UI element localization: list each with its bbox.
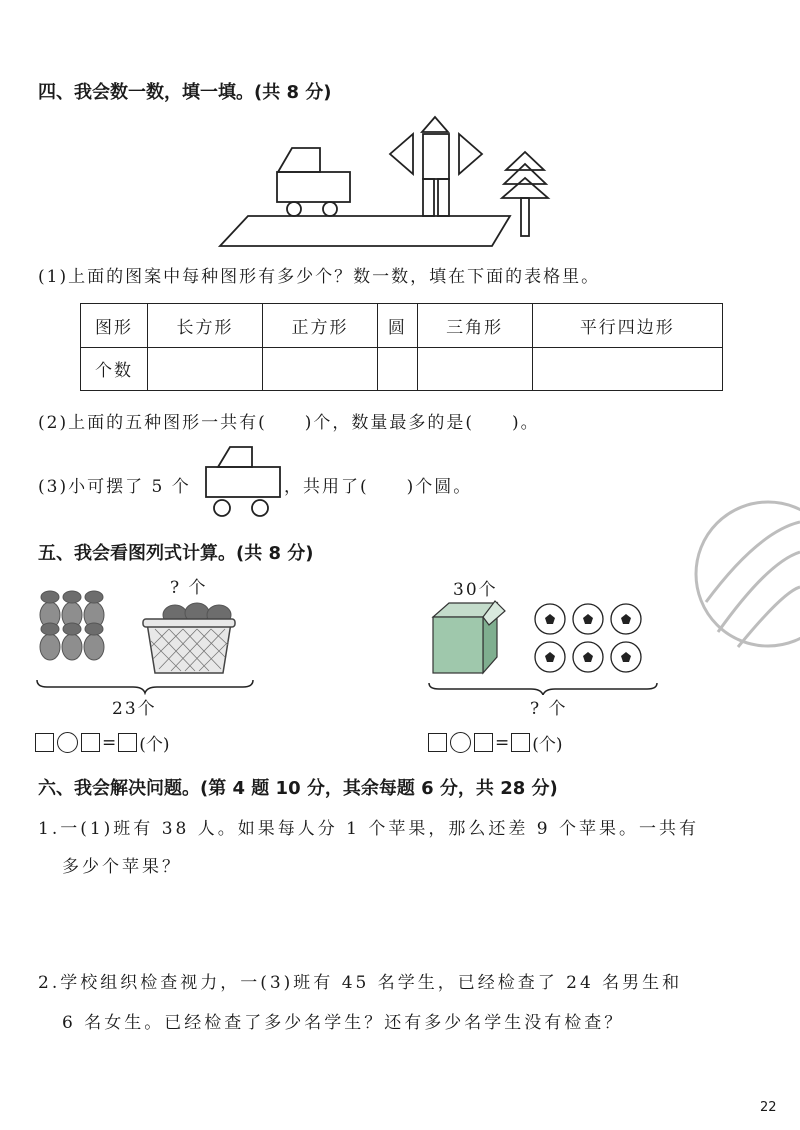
robot-left-arm-triangle <box>390 134 413 174</box>
shape-count-table <box>80 303 723 391</box>
right-question-label: ? 个 <box>530 699 568 719</box>
answer-cell[interactable] <box>263 347 378 391</box>
table-header-cell: 平行四边形 <box>532 304 722 348</box>
operator-circle[interactable] <box>57 732 78 753</box>
parallelogram-ground <box>220 216 510 246</box>
table-header-cell: 正方形 <box>263 304 378 348</box>
right-equation-row <box>428 730 563 755</box>
watermark-logo <box>688 492 800 682</box>
tree-triangle <box>506 152 544 170</box>
section4-q1: (1)上面的图案中每种图形有多少个？数一数，填在下面的表格里。 <box>38 267 601 287</box>
problem1-line2: 多少个苹果？ <box>62 857 182 877</box>
tree-triangle <box>502 178 548 198</box>
table-row-label: 个数 <box>81 347 148 391</box>
vegetable-icon <box>62 634 82 660</box>
right-known-label: 30个 <box>453 580 498 600</box>
tree-trunk <box>521 198 529 236</box>
section4-q3-after: ，共用了( )个圆。 <box>284 477 473 497</box>
answer-cell[interactable] <box>148 347 263 391</box>
answer-box[interactable] <box>81 733 100 752</box>
section4-q3-before: (3)小可摆了 5 个 <box>38 477 191 497</box>
answer-cell[interactable] <box>532 347 722 391</box>
problem2-line1: 2.学校组织检查视力，一(3)班有 45 名学生，已经检查了 24 名男生和 <box>38 973 683 993</box>
table-header-cell: 图形 <box>81 304 148 348</box>
small-truck-icon <box>200 445 284 521</box>
table-header-cell: 三角形 <box>417 304 532 348</box>
section4-heading: 四、我会数一数，填一填。(共 8 分) <box>38 82 332 103</box>
left-equation-row <box>35 730 170 755</box>
answer-box[interactable] <box>474 733 493 752</box>
box-balls-picture <box>425 595 665 695</box>
unit-label: (个) <box>139 735 170 755</box>
table-header-cell: 圆 <box>378 304 418 348</box>
truck-wheel <box>323 202 337 216</box>
answer-box[interactable] <box>35 733 54 752</box>
answer-box[interactable] <box>511 733 530 752</box>
truck-body <box>277 172 350 202</box>
left-total-label: 23个 <box>112 699 157 719</box>
truck-cab-trapezoid <box>278 148 320 172</box>
equals-sign: = <box>495 732 510 753</box>
robot-right-arm-triangle <box>459 134 482 174</box>
problem2-line2: 6 名女生。已经检查了多少名学生？还有多少名学生没有检查？ <box>62 1013 625 1033</box>
truck-wheel <box>287 202 301 216</box>
vegetable-icon <box>84 634 104 660</box>
robot-left-leg <box>423 179 434 216</box>
robot-right-leg <box>438 179 449 216</box>
table-count-row <box>81 347 723 391</box>
shape-picture <box>210 112 560 252</box>
section4-q2: (2)上面的五种图形一共有( )个，数量最多的是( )。 <box>38 413 540 433</box>
answer-cell[interactable] <box>378 347 418 391</box>
table-header-cell: 长方形 <box>148 304 263 348</box>
answer-box[interactable] <box>118 733 137 752</box>
answer-box[interactable] <box>428 733 447 752</box>
table-header-row <box>81 304 723 348</box>
left-question-label: ? 个 <box>170 578 208 598</box>
robot-head-triangle <box>422 117 448 132</box>
section5-heading: 五、我会看图列式计算。(共 8 分) <box>38 543 314 564</box>
equals-sign: = <box>102 732 117 753</box>
operator-circle[interactable] <box>450 732 471 753</box>
section6-heading: 六、我会解决问题。(第 4 题 10 分，其余每题 6 分，共 28 分) <box>38 778 558 799</box>
page-number: 22 <box>760 1100 777 1115</box>
robot-body <box>423 134 449 179</box>
vegetable-icon <box>40 634 60 660</box>
vegetables-basket-picture <box>35 585 255 695</box>
unit-label: (个) <box>532 735 563 755</box>
answer-cell[interactable] <box>417 347 532 391</box>
problem1-line1: 1.一(1)班有 38 人。如果每人分 1 个苹果，那么还差 9 个苹果。一共有 <box>38 819 699 839</box>
box-icon <box>433 601 505 673</box>
